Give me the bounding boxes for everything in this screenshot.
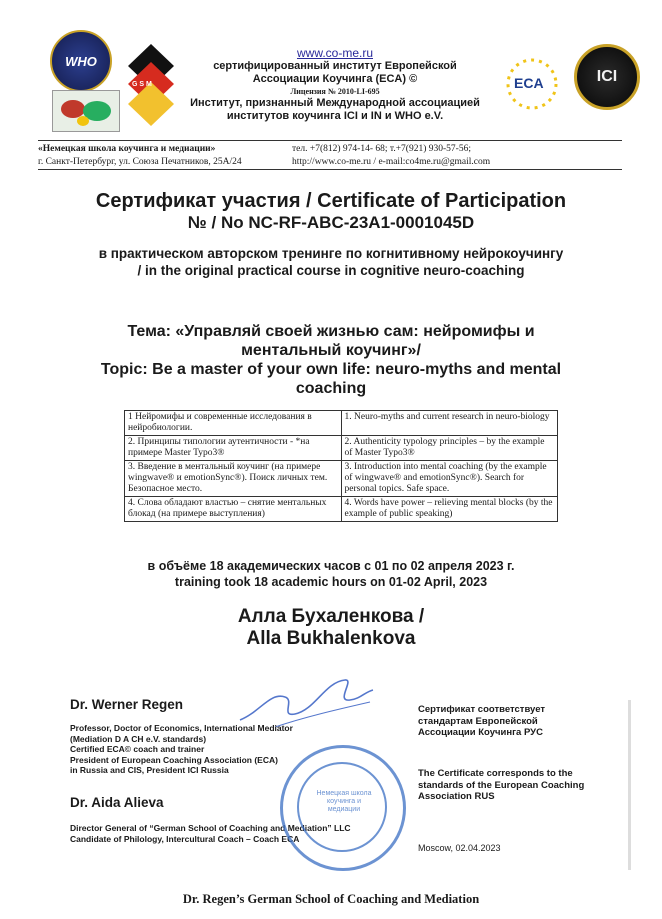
participant-name [0,606,662,650]
hours-block [0,558,662,590]
table-row [125,411,558,436]
gsm-logo [128,44,174,128]
table-row [125,436,558,461]
world-map-icon [53,91,119,131]
header-block [185,46,485,123]
module-ru: 1 Нейромифы и современные исследования в нейробиологии. [125,411,342,436]
module-en: 2. Authenticity typology principles – by the example of Master Typo3® [341,436,558,461]
role-line: Professor, Doctor of Economics, International Mediator [70,723,293,733]
module-ru: 3. Введение в ментальный коучинг (на примере wingwave® и emotionSync®). Поиск личных тем. Безопасное место. [125,461,342,497]
role-line: President of European Coaching Association (ECA) [70,754,278,765]
participant-name-en: Alla Bukhalenkova [246,628,416,649]
topic-block [85,322,577,398]
world-map-logo [52,90,120,132]
header-line-4: институтов коучинга ICI и IN и WHO e.V. [226,110,444,122]
who-logo [50,30,112,92]
stamp-text: Немецкая школа коучинга и медиации [316,790,372,813]
role-line: Candidate of Philology, Intercultural Coach – Coach ECA [70,833,300,844]
topic-ru: Тема: «Управляй своей жизнью сам: нейромифы и ментальный коучинг»/ [127,323,535,359]
module-en: 4. Words have power – relieving mental blocks (by the example of public speaking) [341,497,558,522]
table-row [125,461,558,497]
hours-ru: в объёме 18 академических часов с 01 по 02 апреля 2023 г. [147,559,515,573]
ici-logo-text: ICI [596,68,618,85]
header-line-2: Ассоциации Коучинга (ECA) © [252,73,418,85]
ici-logo [574,44,640,110]
role-line: in Russia and CIS, President ICI Russia [70,765,229,775]
signatory-1-name: Dr. Werner Regen [70,697,184,712]
compliance-border [628,700,631,870]
compliance-date: Moscow, 02.04.2023 [418,843,501,853]
participant-name-ru: Алла Бухаленкова / [237,606,425,627]
who-logo-text: WHO [65,53,97,69]
compliance-ru: Сертификат соответствует стандартам Европейской Ассоциации Коучинга РУС [418,704,546,738]
hours-en: training took 18 academic hours on 01-02 April, 2023 [174,575,488,589]
header-line-3: Институт, признанный Международной ассоциацией [190,97,480,109]
module-ru: 4. Слова обладают властью – снятие ментальных блокад (на примере выступления) [125,497,342,522]
contact-address: г. Санкт-Петербург, ул. Союза Печатников, 25А/24 [38,157,242,167]
footer-school-name: Dr. Regen’s German School of Coaching and Mediation [182,892,480,906]
website-link[interactable]: www.co-me.ru [296,46,373,60]
module-en: 3. Introduction into mental coaching (by the example of wingwave® and emotionSync®). Search for personal topics. Safe space. [341,461,558,497]
role-line: (Mediation D A CH e.V. standards) [70,733,207,744]
topic-en: Topic: Be a master of your own life: neuro-myths and mental coaching [100,361,562,397]
license-number: Лицензия № 2010-LI-695 [290,87,380,96]
eca-logo-text: ECA [514,75,544,91]
module-en: 1. Neuro-myths and current research in neuro-biology [341,411,558,436]
certificate-title: Сертификат участия / Certificate of Participation [95,190,567,212]
role-line: Director General of “German School of Coaching and Mediation” LLC [70,823,351,833]
module-ru: 2. Принципы типологии аутентичности - *на примере Master Typo3® [125,436,342,461]
contact-phones: тел. +7(812) 974-14- 68; т.+7(921) 930-57-56; [292,144,471,154]
gsm-logo-text: G S M [132,81,152,88]
role-line: Certified ECA© coach and trainer [70,744,205,754]
contact-web: http://www.co-me.ru / e-mail:co4me.ru@gmail.com [292,157,491,167]
eca-logo [498,56,566,112]
contact-school: «Немецкая школа коучинга и медиации» [38,144,216,154]
modules-table [124,410,558,522]
compliance-en: The Certificate corresponds to the standards of the European Coaching Association RUS [418,768,585,802]
official-stamp [280,745,406,871]
table-row [125,497,558,522]
header-rule-bottom [38,169,622,170]
header-line-1: сертифицированный институт Европейской [213,60,457,72]
signatory-2-name: Dr. Aida Alieva [70,795,164,810]
header-rule-top [38,140,622,141]
certificate-number: № / No NC-RF-ABC-23A1-0001045D [187,213,475,232]
course-intro: в практическом авторском тренинге по когнитивному нейрокоучингу / in the original practical course in cognitive neuro-coaching [98,246,564,278]
